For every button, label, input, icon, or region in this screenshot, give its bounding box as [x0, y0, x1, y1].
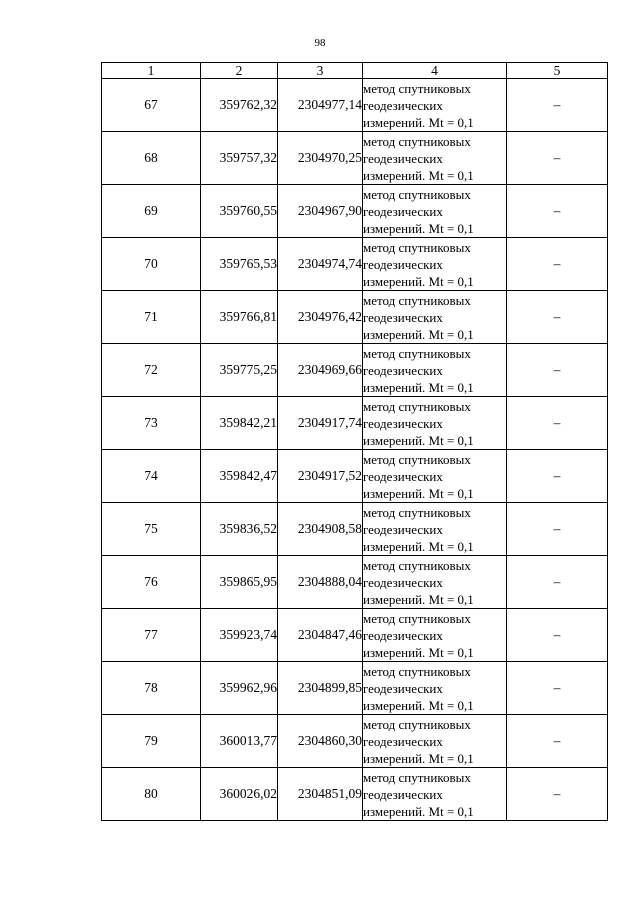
note-cell: –: [507, 397, 608, 450]
table-row: [102, 715, 608, 768]
point-number-cell: 74: [102, 450, 201, 503]
note-cell: –: [507, 556, 608, 609]
method-line: измерений. Mt = 0,1: [363, 432, 474, 448]
method-cell: [363, 503, 507, 556]
x-coordinate-cell: 359775,25: [201, 344, 278, 397]
method-line: измерений. Mt = 0,1: [363, 326, 474, 342]
x-coordinate-cell: 359766,81: [201, 291, 278, 344]
method-line: метод спутниковых: [363, 716, 471, 732]
method-line: геодезических: [363, 733, 443, 749]
table-row: [102, 768, 608, 821]
header-row: [102, 63, 608, 79]
y-coordinate-cell: 2304847,46: [278, 609, 363, 662]
x-coordinate-cell: 359842,47: [201, 450, 278, 503]
table-row: [102, 238, 608, 291]
method-cell: [363, 344, 507, 397]
note-cell: –: [507, 450, 608, 503]
method-line: метод спутниковых: [363, 133, 471, 149]
x-coordinate-cell: 359757,32: [201, 132, 278, 185]
method-cell: [363, 291, 507, 344]
method-line: метод спутниковых: [363, 451, 471, 467]
method-line: геодезических: [363, 97, 443, 113]
method-line: геодезических: [363, 468, 443, 484]
note-cell: –: [507, 609, 608, 662]
y-coordinate-cell: 2304917,52: [278, 450, 363, 503]
method-line: измерений. Mt = 0,1: [363, 114, 474, 130]
method-line: метод спутниковых: [363, 504, 471, 520]
point-number-cell: 79: [102, 715, 201, 768]
header-col-3: 3: [278, 63, 363, 79]
coordinates-table: [101, 62, 608, 821]
table-row: [102, 503, 608, 556]
method-cell: [363, 397, 507, 450]
method-line: измерений. Mt = 0,1: [363, 750, 474, 766]
table-row: [102, 132, 608, 185]
method-line: геодезических: [363, 256, 443, 272]
x-coordinate-cell: 360026,02: [201, 768, 278, 821]
table-row: [102, 556, 608, 609]
x-coordinate-cell: 360013,77: [201, 715, 278, 768]
y-coordinate-cell: 2304970,25: [278, 132, 363, 185]
method-line: измерений. Mt = 0,1: [363, 803, 474, 819]
x-coordinate-cell: 359842,21: [201, 397, 278, 450]
method-line: метод спутниковых: [363, 80, 471, 96]
y-coordinate-cell: 2304976,42: [278, 291, 363, 344]
note-cell: –: [507, 344, 608, 397]
note-cell: –: [507, 132, 608, 185]
method-line: метод спутниковых: [363, 186, 471, 202]
point-number-cell: 67: [102, 79, 201, 132]
method-cell: [363, 238, 507, 291]
method-line: измерений. Mt = 0,1: [363, 644, 474, 660]
y-coordinate-cell: 2304851,09: [278, 768, 363, 821]
method-line: геодезических: [363, 203, 443, 219]
table-row: [102, 185, 608, 238]
method-line: измерений. Mt = 0,1: [363, 538, 474, 554]
table-row: [102, 79, 608, 132]
y-coordinate-cell: 2304888,04: [278, 556, 363, 609]
y-coordinate-cell: 2304899,85: [278, 662, 363, 715]
table-row: [102, 291, 608, 344]
method-line: измерений. Mt = 0,1: [363, 485, 474, 501]
table-row: [102, 450, 608, 503]
method-cell: [363, 662, 507, 715]
y-coordinate-cell: 2304908,58: [278, 503, 363, 556]
method-line: метод спутниковых: [363, 398, 471, 414]
page-number: 98: [314, 37, 326, 49]
method-line: измерений. Mt = 0,1: [363, 379, 474, 395]
method-line: геодезических: [363, 521, 443, 537]
note-cell: –: [507, 715, 608, 768]
method-cell: [363, 132, 507, 185]
method-cell: [363, 768, 507, 821]
method-line: метод спутниковых: [363, 239, 471, 255]
method-cell: [363, 556, 507, 609]
method-line: геодезических: [363, 680, 443, 696]
method-line: измерений. Mt = 0,1: [363, 591, 474, 607]
method-line: метод спутниковых: [363, 769, 471, 785]
method-line: метод спутниковых: [363, 663, 471, 679]
method-cell: [363, 450, 507, 503]
x-coordinate-cell: 359765,53: [201, 238, 278, 291]
method-line: геодезических: [363, 415, 443, 431]
y-coordinate-cell: 2304967,90: [278, 185, 363, 238]
x-coordinate-cell: 359760,55: [201, 185, 278, 238]
point-number-cell: 72: [102, 344, 201, 397]
point-number-cell: 73: [102, 397, 201, 450]
header-col-4: 4: [363, 63, 507, 79]
method-line: геодезических: [363, 362, 443, 378]
method-line: метод спутниковых: [363, 557, 471, 573]
method-line: геодезических: [363, 627, 443, 643]
method-line: измерений. Mt = 0,1: [363, 697, 474, 713]
header-col-5: 5: [507, 63, 608, 79]
table-row: [102, 344, 608, 397]
method-line: метод спутниковых: [363, 345, 471, 361]
note-cell: –: [507, 768, 608, 821]
note-cell: –: [507, 291, 608, 344]
method-line: измерений. Mt = 0,1: [363, 273, 474, 289]
y-coordinate-cell: 2304974,74: [278, 238, 363, 291]
method-line: измерений. Mt = 0,1: [363, 167, 474, 183]
method-line: геодезических: [363, 309, 443, 325]
x-coordinate-cell: 359962,96: [201, 662, 278, 715]
point-number-cell: 68: [102, 132, 201, 185]
note-cell: –: [507, 79, 608, 132]
x-coordinate-cell: 359865,95: [201, 556, 278, 609]
x-coordinate-cell: 359762,32: [201, 79, 278, 132]
x-coordinate-cell: 359923,74: [201, 609, 278, 662]
y-coordinate-cell: 2304917,74: [278, 397, 363, 450]
x-coordinate-cell: 359836,52: [201, 503, 278, 556]
note-cell: –: [507, 185, 608, 238]
point-number-cell: 80: [102, 768, 201, 821]
point-number-cell: 77: [102, 609, 201, 662]
table-row: [102, 662, 608, 715]
point-number-cell: 69: [102, 185, 201, 238]
method-line: геодезических: [363, 150, 443, 166]
table-body: [102, 79, 608, 821]
method-line: геодезических: [363, 574, 443, 590]
point-number-cell: 76: [102, 556, 201, 609]
method-line: метод спутниковых: [363, 292, 471, 308]
method-cell: [363, 715, 507, 768]
method-cell: [363, 79, 507, 132]
header-col-2: 2: [201, 63, 278, 79]
y-coordinate-cell: 2304977,14: [278, 79, 363, 132]
method-cell: [363, 185, 507, 238]
point-number-cell: 70: [102, 238, 201, 291]
method-line: метод спутниковых: [363, 610, 471, 626]
note-cell: –: [507, 662, 608, 715]
y-coordinate-cell: 2304860,30: [278, 715, 363, 768]
point-number-cell: 71: [102, 291, 201, 344]
method-cell: [363, 609, 507, 662]
table-row: [102, 609, 608, 662]
point-number-cell: 78: [102, 662, 201, 715]
table-row: [102, 397, 608, 450]
point-number-cell: 75: [102, 503, 201, 556]
header-col-1: 1: [102, 63, 201, 79]
note-cell: –: [507, 238, 608, 291]
method-line: геодезических: [363, 786, 443, 802]
method-line: измерений. Mt = 0,1: [363, 220, 474, 236]
y-coordinate-cell: 2304969,66: [278, 344, 363, 397]
note-cell: –: [507, 503, 608, 556]
